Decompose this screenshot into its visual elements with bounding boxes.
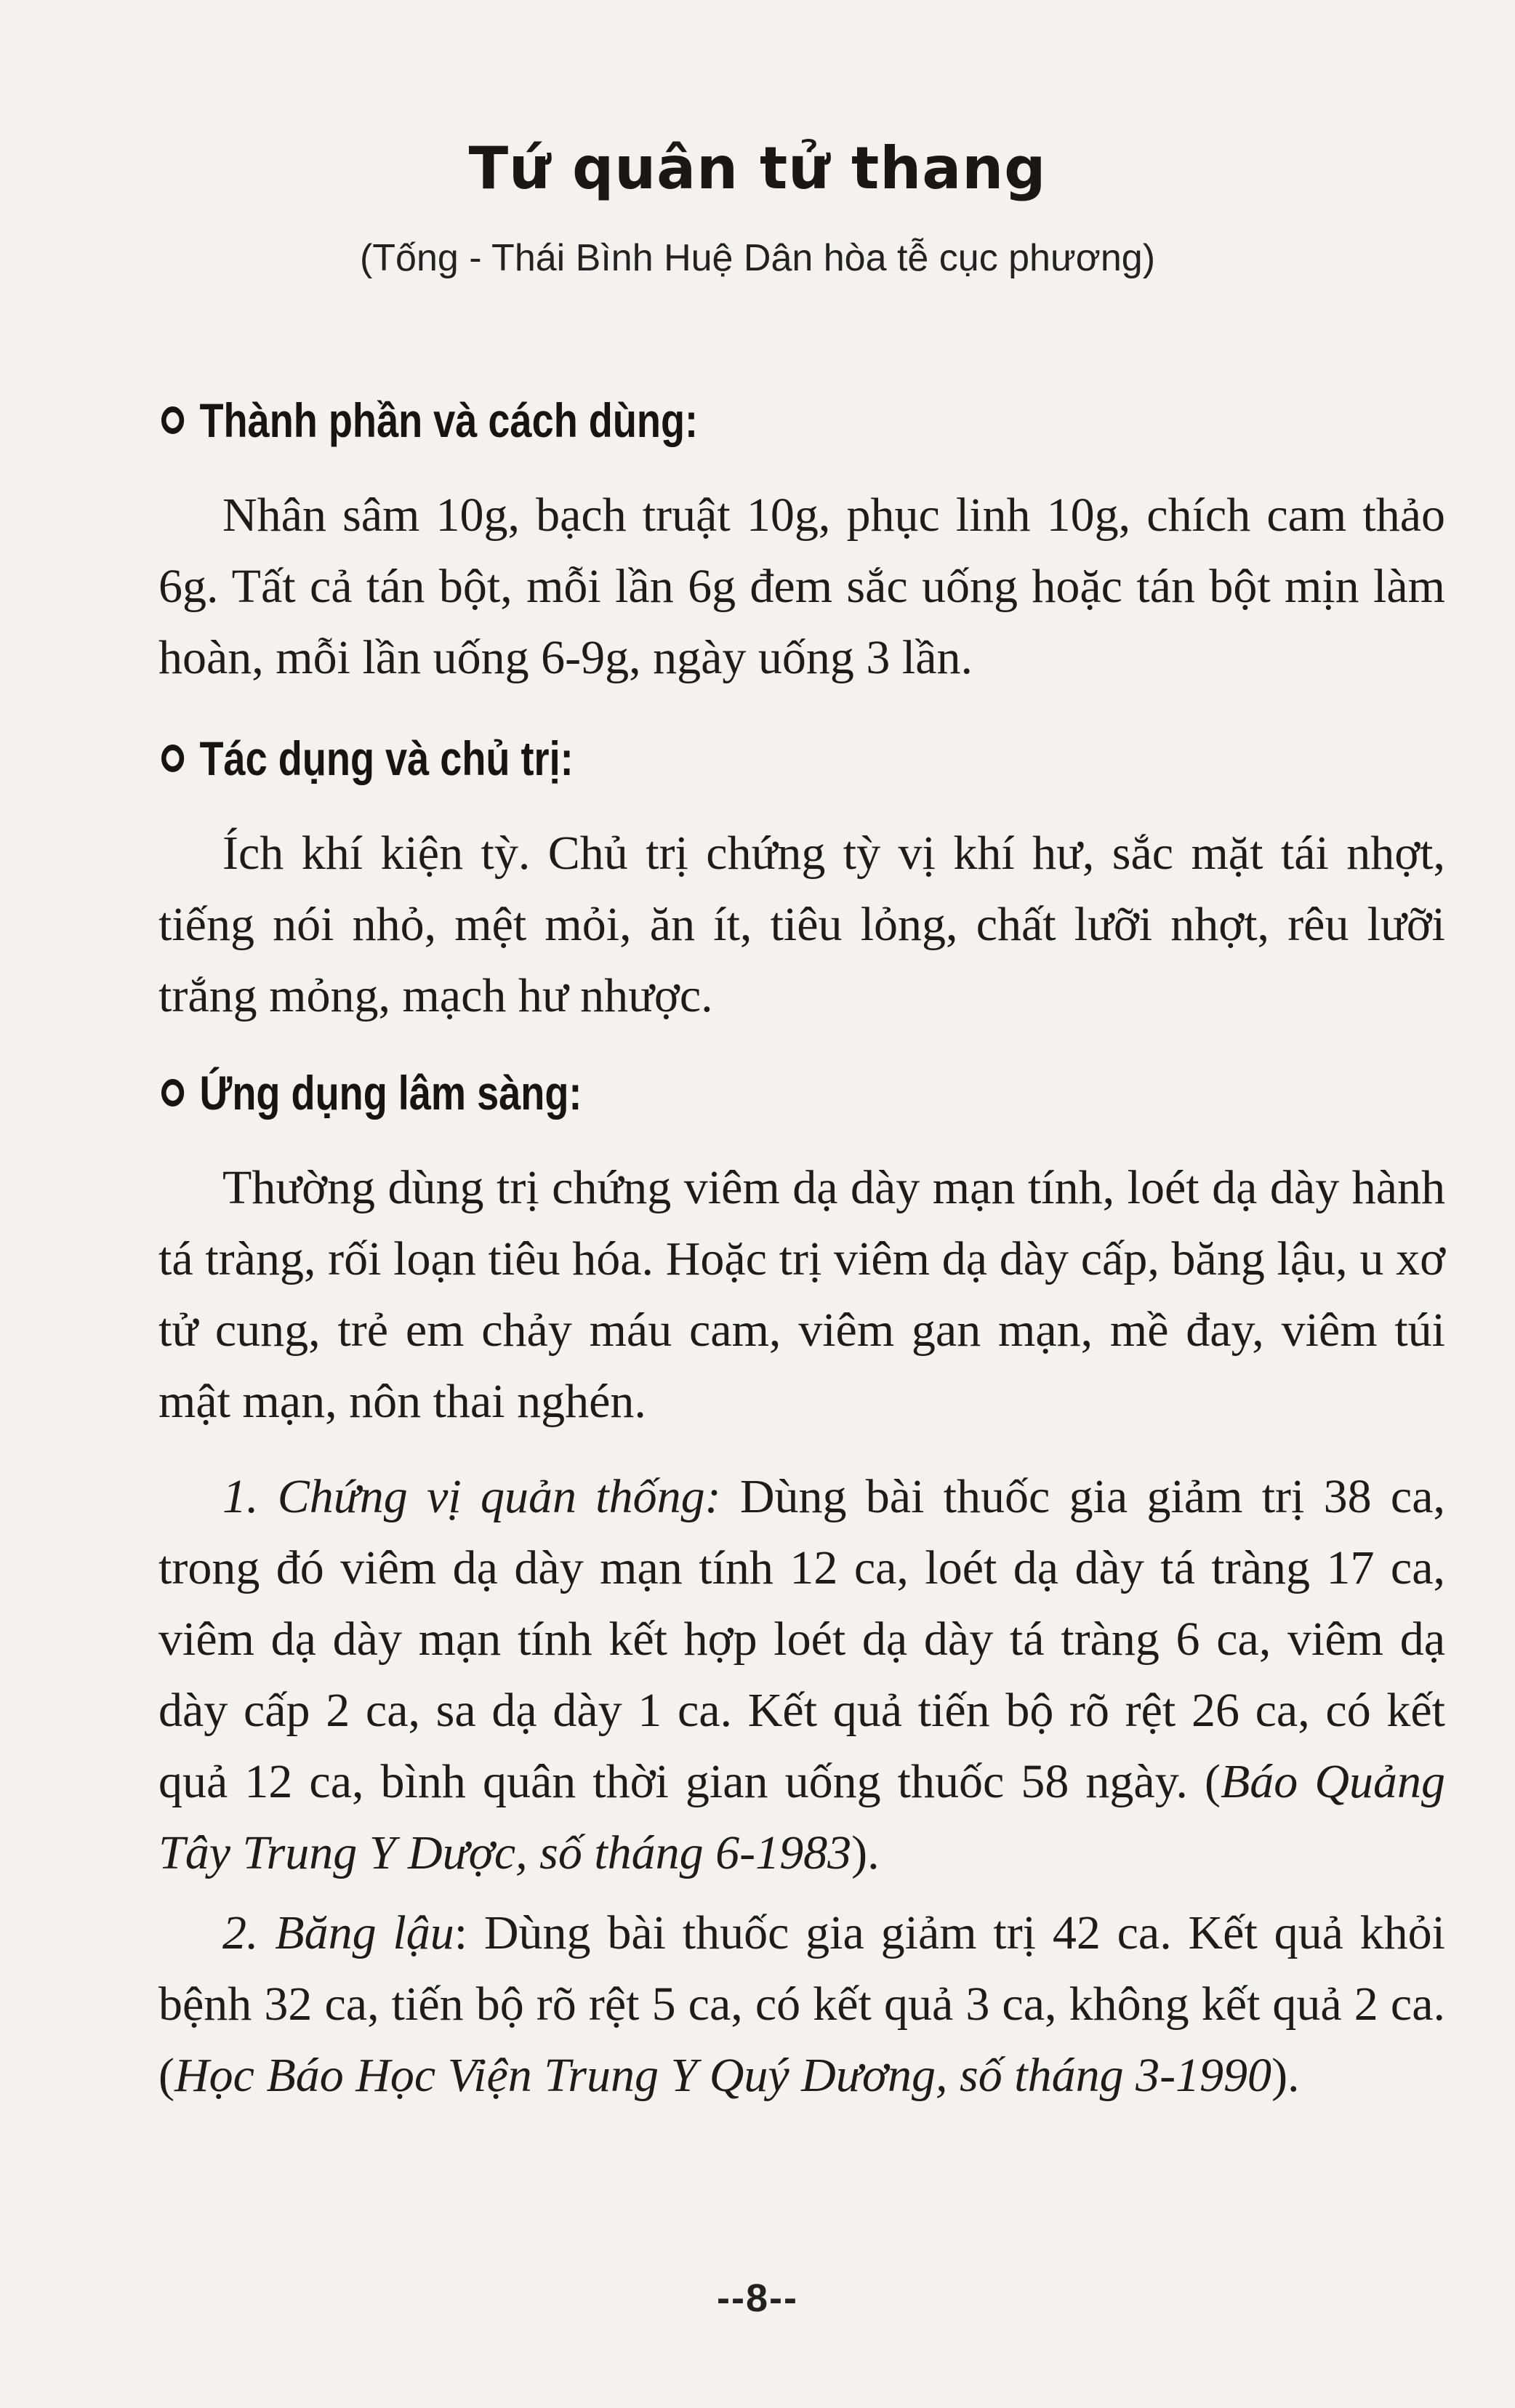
section-heading-effects: [161, 731, 574, 786]
case-source: Báo Quảng Tây Trung Y Dược, số tháng 6-1983: [158, 1755, 1445, 1879]
effects-paragraph: Ích khí kiện tỳ. Chủ trị chứng tỳ vị khí hư, sắc mặt tái nhợt, tiếng nói nhỏ, mệt mỏi, ăn ít, tiêu lỏng, chất lưỡi nhợt, rêu lưỡi trắng mỏng, mạch hư nhược.: [158, 827, 1445, 1022]
section-heading-label: Ứng dụng lâm sàng:: [199, 1066, 582, 1120]
section-heading-composition: [161, 393, 698, 448]
circle-bullet-icon: [161, 1079, 184, 1107]
case-label: 1. Chứng vị quản thống:: [222, 1470, 721, 1523]
circle-bullet-icon: [161, 406, 184, 434]
clinical-use-paragraph: Thường dùng trị chứng viêm dạ dày mạn tính, loét dạ dày hành tá tràng, rối loạn tiêu hóa. Hoặc trị viêm dạ dày cấp, băng lậu, u xơ tử cung, trẻ em chảy máu cam, viêm gan mạn, mề đay, viêm túi mật mạn, nôn thai nghén.: [158, 1161, 1445, 1428]
composition-paragraph: Nhân sâm 10g, bạch truật 10g, phục linh 10g, chích cam thảo 6g. Tất cả tán bột, mỗi lần 6g đem sắc uống hoặc tán bột mịn làm hoàn, mỗi lần uống 6-9g, ngày uống 3 lần.: [158, 489, 1445, 684]
case-paragraph-2: [158, 1898, 1445, 2111]
case-text: : Dùng bài thuốc gia giảm trị 42 ca. Kết quả khỏi bệnh 32 ca, tiến bộ rõ rệt 5 ca, có kết quả 3 ca, không kết quả 2 ca. (: [158, 1906, 1446, 2102]
case-text: Dùng bài thuốc gia giảm trị 38 ca, trong đó viêm dạ dày mạn tính 12 ca, loét dạ dày tá tràng 17 ca, viêm dạ dày mạn tính kết hợp loét dạ dày tá tràng 6 ca, viêm dạ dày cấp 2 ca, sa dạ dày 1 ca. Kết quả tiến bộ rõ rệt 26 ca, có kết quả 12 ca, bình quân thời gian uống thuốc 58 ngày. (: [158, 1470, 1446, 1808]
case-end: ).: [1271, 2049, 1300, 2102]
case-label: 2. Băng lậu: [222, 1906, 454, 1959]
case-paragraph-1: [158, 1461, 1445, 1889]
section-heading-clinical-use: [161, 1065, 582, 1120]
case-source: Học Báo Học Viện Trung Y Quý Dương, số tháng 3-1990: [174, 2049, 1272, 2102]
section-heading-label: Thành phần và cách dùng:: [199, 393, 699, 447]
circle-bullet-icon: [161, 745, 184, 772]
page-number: --8--: [717, 2276, 798, 2320]
page-subtitle: (Tống - Thái Bình Huệ Dân hòa tễ cục phương): [359, 237, 1156, 279]
case-end: ).: [851, 1826, 880, 1879]
section-heading-label: Tác dụng và chủ trị:: [199, 731, 574, 785]
page-title: Tứ quân tử thang: [468, 135, 1047, 202]
